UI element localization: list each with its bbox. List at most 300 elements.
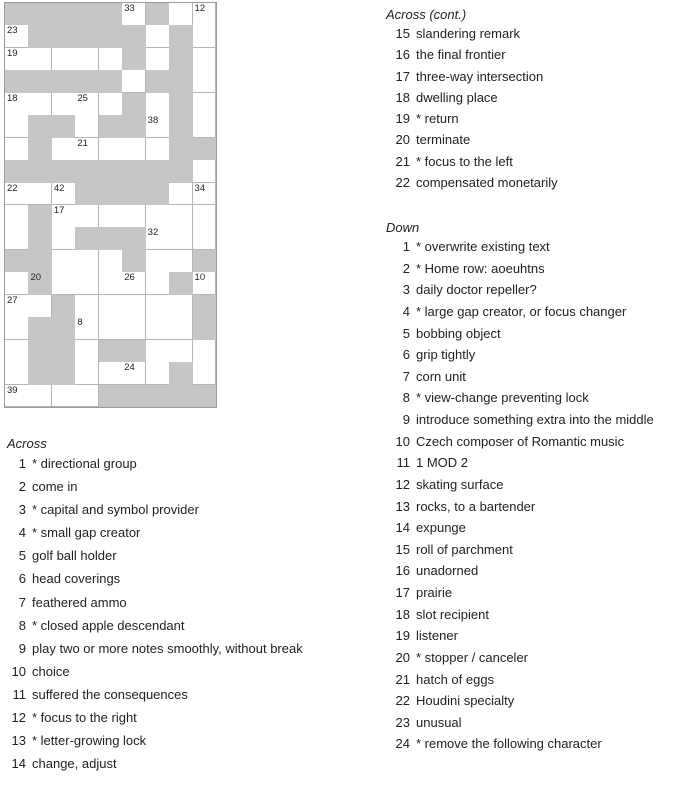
clue-text: slandering remark <box>416 26 521 41</box>
crossword-cell[interactable] <box>75 93 99 116</box>
clue-text: head coverings <box>32 571 121 587</box>
clue-text: come in <box>32 479 78 495</box>
clue-number: 1 <box>18 456 26 471</box>
clue-number: 2 <box>402 260 410 276</box>
cell-number: 24 <box>124 362 135 374</box>
clue-item[interactable] <box>386 344 654 366</box>
crossword-cell[interactable] <box>193 340 217 363</box>
across-heading: Across <box>7 436 47 451</box>
clue-item[interactable] <box>7 706 303 729</box>
block-cell <box>169 25 193 48</box>
crossword-cell[interactable] <box>193 48 217 71</box>
clue-number: 12 <box>11 710 26 726</box>
crossword-cell[interactable] <box>75 48 99 71</box>
block-cell <box>122 227 146 250</box>
block-cell <box>146 160 170 183</box>
block-cell <box>99 25 123 48</box>
clue-text: change, adjust <box>32 756 117 772</box>
clue-text: * return <box>416 111 459 127</box>
down-clue-list <box>386 220 654 755</box>
crossword-cell[interactable] <box>193 3 217 26</box>
clue-number: 4 <box>402 303 410 319</box>
cell-number: 20 <box>30 272 42 284</box>
crossword-cell[interactable] <box>52 93 76 116</box>
block-cell <box>52 340 76 363</box>
cell-number: 8 <box>77 317 83 329</box>
cell-number: 34 <box>194 182 206 194</box>
crossword-cell[interactable] <box>52 227 76 250</box>
crossword-cell[interactable] <box>75 250 99 273</box>
clue-item[interactable] <box>386 23 558 44</box>
across-clue-list <box>7 436 303 775</box>
clue-number: 5 <box>18 548 26 564</box>
block-cell <box>99 340 123 363</box>
crossword-cell[interactable] <box>169 3 193 26</box>
clue-text: Czech composer of Romantic music <box>416 433 625 449</box>
crossword-cell[interactable] <box>75 272 99 295</box>
crossword-cell[interactable] <box>193 227 217 250</box>
clue-text: play two or more notes smoothly, without break <box>32 640 303 656</box>
clue-number: 16 <box>395 563 410 579</box>
clue-text: rocks, to a bartender <box>416 498 536 514</box>
clue-number: 17 <box>395 585 410 600</box>
block-cell <box>52 295 76 318</box>
crossword-cell[interactable] <box>99 205 123 228</box>
crossword-cell[interactable] <box>5 183 29 206</box>
block-cell <box>5 160 29 183</box>
clue-number: 22 <box>395 693 410 709</box>
block-cell <box>169 70 193 93</box>
crossword-cell[interactable] <box>193 272 217 295</box>
crossword-grid <box>4 2 217 408</box>
crossword-cell[interactable] <box>99 250 123 273</box>
crossword-cell[interactable] <box>146 138 170 161</box>
clue-item[interactable] <box>386 625 654 647</box>
crossword-cell[interactable] <box>146 272 170 295</box>
crossword-cell[interactable] <box>146 25 170 48</box>
block-cell <box>146 385 170 408</box>
clue-number: 24 <box>395 736 410 752</box>
crossword-cell[interactable] <box>146 227 170 250</box>
crossword-cell[interactable] <box>5 385 29 408</box>
clue-text: * Home row: aoeuhtns <box>416 260 545 276</box>
clue-item[interactable] <box>7 475 303 498</box>
block-cell <box>99 160 123 183</box>
cell-number: 38 <box>147 115 159 127</box>
block-cell <box>146 183 170 206</box>
clue-item[interactable] <box>7 729 303 752</box>
cell-number: 18 <box>7 92 18 104</box>
clue-number: 8 <box>402 390 410 406</box>
clue-number: 1 <box>402 239 410 254</box>
crossword-cell[interactable] <box>193 115 217 138</box>
block-cell <box>122 115 146 138</box>
clue-item[interactable] <box>386 712 654 734</box>
clue-item[interactable] <box>7 683 303 706</box>
block-cell <box>169 385 193 408</box>
crossword-cell[interactable] <box>5 138 29 161</box>
crossword-cell[interactable] <box>99 295 123 318</box>
block-cell <box>146 70 170 93</box>
clue-text: unadorned <box>416 563 479 579</box>
clue-item[interactable] <box>7 614 303 637</box>
clue-item[interactable] <box>386 323 654 345</box>
clue-item[interactable] <box>386 108 558 129</box>
crossword-cell[interactable] <box>52 250 76 273</box>
block-cell <box>99 227 123 250</box>
clue-text: bobbing object <box>416 325 501 341</box>
crossword-cell[interactable] <box>52 205 76 228</box>
block-cell <box>75 70 99 93</box>
crossword-cell[interactable] <box>75 385 99 408</box>
crossword-cell[interactable] <box>122 205 146 228</box>
clue-number: 3 <box>18 502 26 518</box>
crossword-cell[interactable] <box>5 295 29 318</box>
block-cell <box>28 25 52 48</box>
crossword-cell[interactable] <box>146 93 170 116</box>
clue-item[interactable] <box>7 637 303 660</box>
clue-text: * capital and symbol provider <box>32 502 199 518</box>
block-cell <box>28 362 52 385</box>
clue-text: * remove the following character <box>416 736 602 752</box>
crossword-cell[interactable] <box>28 183 52 206</box>
cell-number: 33 <box>124 3 135 14</box>
clue-item[interactable] <box>386 301 654 323</box>
clue-item[interactable] <box>386 452 654 474</box>
clue-item[interactable] <box>386 733 654 755</box>
crossword-cell[interactable] <box>146 295 170 318</box>
block-cell <box>5 70 29 93</box>
crossword-cell[interactable] <box>5 48 29 71</box>
block-cell <box>75 227 99 250</box>
crossword-cell[interactable] <box>122 295 146 318</box>
block-cell <box>122 160 146 183</box>
clue-item[interactable] <box>386 539 654 561</box>
clue-item[interactable] <box>386 87 558 108</box>
clue-item[interactable] <box>386 44 558 65</box>
clue-item[interactable] <box>7 521 303 544</box>
clue-number: 20 <box>395 649 410 665</box>
block-cell <box>169 160 193 183</box>
crossword-cell[interactable] <box>122 272 146 295</box>
crossword-cell[interactable] <box>169 340 193 363</box>
cell-number: 27 <box>7 294 18 306</box>
clue-item[interactable] <box>386 517 654 539</box>
crossword-cell[interactable] <box>169 183 193 206</box>
clue-number: 10 <box>11 663 26 679</box>
block-cell <box>122 48 146 71</box>
block-cell <box>28 3 52 26</box>
clue-item[interactable] <box>7 567 303 590</box>
crossword-cell[interactable] <box>193 362 217 385</box>
crossword-cell[interactable] <box>193 93 217 116</box>
crossword-cell[interactable] <box>28 93 52 116</box>
clue-text: * large gap creator, or focus changer <box>416 303 627 319</box>
clue-item[interactable] <box>386 560 654 582</box>
clue-item[interactable] <box>386 431 654 453</box>
block-cell <box>28 115 52 138</box>
block-cell <box>169 138 193 161</box>
clue-number: 13 <box>11 733 26 749</box>
crossword-cell[interactable] <box>99 93 123 116</box>
clue-text: the final frontier <box>416 47 506 63</box>
clue-item[interactable] <box>386 669 654 691</box>
clue-item[interactable] <box>386 409 654 431</box>
crossword-cell[interactable] <box>52 385 76 408</box>
block-cell <box>28 250 52 273</box>
clue-text: three-way intersection <box>416 68 544 84</box>
clue-text: expunge <box>416 520 466 536</box>
block-cell <box>5 3 29 26</box>
clue-item[interactable] <box>386 604 654 626</box>
clue-text: roll of parchment <box>416 541 513 557</box>
crossword-cell[interactable] <box>75 362 99 385</box>
cell-number: 23 <box>7 25 18 37</box>
crossword-cell[interactable] <box>146 115 170 138</box>
crossword-cell[interactable] <box>5 205 29 228</box>
block-cell <box>169 362 193 385</box>
clue-item[interactable] <box>386 258 654 280</box>
clue-text: terminate <box>416 132 471 148</box>
clue-item[interactable] <box>386 366 654 388</box>
block-cell <box>146 3 170 26</box>
cell-number: 19 <box>7 47 18 59</box>
clue-number: 15 <box>395 541 410 557</box>
crossword-cell[interactable] <box>75 317 99 340</box>
cell-number: 42 <box>53 182 65 194</box>
clue-text: 1 MOD 2 <box>416 455 469 471</box>
clue-text: suffered the consequences <box>32 686 188 702</box>
crossword-cell[interactable] <box>52 48 76 71</box>
crossword-cell[interactable] <box>5 115 29 138</box>
clue-text: prairie <box>416 585 453 600</box>
crossword-cell[interactable] <box>193 70 217 93</box>
crossword-cell[interactable] <box>122 70 146 93</box>
clue-number: 16 <box>395 47 410 63</box>
clue-number: 5 <box>402 325 410 341</box>
block-cell <box>28 227 52 250</box>
clue-number: 21 <box>395 671 410 687</box>
clue-number: 14 <box>395 520 410 536</box>
crossword-cell[interactable] <box>28 48 52 71</box>
clue-text: * stopper / canceler <box>416 649 529 665</box>
crossword-cell[interactable] <box>122 362 146 385</box>
clue-item[interactable] <box>386 151 558 172</box>
clue-text: * overwrite existing text <box>416 239 550 254</box>
crossword-cell[interactable] <box>75 205 99 228</box>
crossword-cell[interactable] <box>169 295 193 318</box>
block-cell <box>122 340 146 363</box>
crossword-cell[interactable] <box>193 183 217 206</box>
clue-item[interactable] <box>386 647 654 669</box>
clue-item[interactable] <box>386 690 654 712</box>
crossword-cell[interactable] <box>52 183 76 206</box>
cell-number: 10 <box>194 272 206 284</box>
clue-text: compensated monetarily <box>416 175 558 191</box>
block-cell <box>28 160 52 183</box>
block-cell <box>193 295 217 318</box>
block-cell <box>75 3 99 26</box>
crossword-cell[interactable] <box>146 362 170 385</box>
crossword-cell[interactable] <box>75 340 99 363</box>
clue-text: * small gap creator <box>32 525 141 541</box>
crossword-cell[interactable] <box>169 205 193 228</box>
clue-item[interactable] <box>7 752 303 775</box>
clue-number: 8 <box>18 617 26 633</box>
crossword-cell[interactable] <box>28 295 52 318</box>
clue-number: 2 <box>18 479 26 495</box>
clue-number: 9 <box>18 640 26 656</box>
crossword-cell[interactable] <box>5 362 29 385</box>
block-cell <box>193 317 217 340</box>
block-cell <box>28 138 52 161</box>
block-cell <box>122 93 146 116</box>
clue-number: 21 <box>395 153 410 169</box>
crossword-cell[interactable] <box>169 317 193 340</box>
clue-item[interactable] <box>386 474 654 496</box>
block-cell <box>193 385 217 408</box>
across-cont-heading: Across (cont.) <box>386 7 467 22</box>
crossword-cell[interactable] <box>146 205 170 228</box>
clue-number: 19 <box>395 628 410 644</box>
clue-text: * focus to the right <box>32 710 137 726</box>
crossword-cell[interactable] <box>193 205 217 228</box>
block-cell <box>169 272 193 295</box>
block-cell <box>75 160 99 183</box>
clue-text: slot recipient <box>416 606 489 622</box>
clue-number: 11 <box>12 686 26 702</box>
block-cell <box>52 317 76 340</box>
clue-item[interactable] <box>386 387 654 409</box>
clue-item[interactable] <box>386 172 558 193</box>
clue-text: * focus to the left <box>416 153 513 169</box>
block-cell <box>52 115 76 138</box>
block-cell <box>52 70 76 93</box>
block-cell <box>122 25 146 48</box>
crossword-cell[interactable] <box>99 362 123 385</box>
crossword-cell[interactable] <box>5 317 29 340</box>
clue-text: * directional group <box>32 456 137 471</box>
clue-number: 20 <box>395 132 410 148</box>
cell-number: 26 <box>124 272 135 284</box>
crossword-cell[interactable] <box>146 250 170 273</box>
clue-number: 7 <box>402 368 410 384</box>
crossword-cell[interactable] <box>193 25 217 48</box>
clue-number: 23 <box>395 714 410 730</box>
block-cell <box>75 183 99 206</box>
crossword-cell[interactable] <box>5 227 29 250</box>
crossword-cell[interactable] <box>122 317 146 340</box>
crossword-cell[interactable] <box>5 272 29 295</box>
clue-item[interactable] <box>386 129 558 150</box>
clue-text: feathered ammo <box>32 594 127 610</box>
clue-item[interactable] <box>386 496 654 518</box>
block-cell <box>193 138 217 161</box>
crossword-cell[interactable] <box>52 272 76 295</box>
crossword-cell[interactable] <box>5 25 29 48</box>
clue-text: * closed apple descendant <box>32 617 185 633</box>
clue-item[interactable] <box>7 591 303 614</box>
crossword-cell[interactable] <box>146 48 170 71</box>
clue-number: 11 <box>396 455 410 471</box>
crossword-cell[interactable] <box>5 340 29 363</box>
crossword-cell[interactable] <box>169 250 193 273</box>
block-cell <box>99 385 123 408</box>
clue-number: 17 <box>395 68 410 84</box>
clue-item[interactable] <box>7 498 303 521</box>
block-cell <box>122 385 146 408</box>
block-cell <box>169 48 193 71</box>
block-cell <box>99 70 123 93</box>
clue-item[interactable] <box>386 66 558 87</box>
clue-number: 14 <box>11 756 26 772</box>
crossword-cell[interactable] <box>146 340 170 363</box>
cell-number: 21 <box>77 137 88 149</box>
clue-number: 3 <box>402 282 410 298</box>
down-heading: Down <box>386 220 420 235</box>
crossword-cell[interactable] <box>122 138 146 161</box>
clue-text: introduce something extra into the middle <box>416 412 654 427</box>
block-cell <box>99 115 123 138</box>
clue-item[interactable] <box>7 660 303 683</box>
crossword-cell[interactable] <box>75 115 99 138</box>
clue-number: 15 <box>395 26 410 41</box>
crossword-cell[interactable] <box>99 48 123 71</box>
clue-text: golf ball holder <box>32 548 117 564</box>
crossword-cell[interactable] <box>75 138 99 161</box>
clue-item[interactable] <box>386 236 654 258</box>
clue-number: 22 <box>395 175 410 191</box>
block-cell <box>52 25 76 48</box>
block-cell <box>75 25 99 48</box>
crossword-cell[interactable] <box>28 385 52 408</box>
clue-item[interactable] <box>386 279 654 301</box>
clue-text: Houdini specialty <box>416 693 515 709</box>
crossword-cell[interactable] <box>52 138 76 161</box>
crossword-cell[interactable] <box>75 295 99 318</box>
crossword-cell[interactable] <box>99 138 123 161</box>
cell-number: 25 <box>77 92 88 104</box>
clue-number: 6 <box>402 347 410 363</box>
cell-number: 32 <box>147 227 159 239</box>
crossword-cell[interactable] <box>122 3 146 26</box>
block-cell <box>52 362 76 385</box>
clue-number: 13 <box>395 498 410 514</box>
clue-text: listener <box>416 628 458 644</box>
block-cell <box>28 205 52 228</box>
clue-text: * letter-growing lock <box>32 733 147 749</box>
clue-item[interactable] <box>7 452 303 475</box>
block-cell <box>99 3 123 26</box>
crossword-cell[interactable] <box>169 227 193 250</box>
block-cell <box>122 250 146 273</box>
clue-number: 6 <box>18 571 26 587</box>
crossword-cell[interactable] <box>99 272 123 295</box>
block-cell <box>52 160 76 183</box>
crossword-cell[interactable] <box>193 160 217 183</box>
block-cell <box>28 340 52 363</box>
clue-text: skating surface <box>416 476 504 492</box>
clue-text: choice <box>32 663 70 679</box>
clue-number: 7 <box>18 594 26 610</box>
crossword-cell[interactable] <box>146 317 170 340</box>
clue-item[interactable] <box>7 544 303 567</box>
clue-item[interactable] <box>386 582 654 604</box>
block-cell <box>5 250 29 273</box>
crossword-cell[interactable] <box>5 93 29 116</box>
clue-text: grip tightly <box>416 347 476 363</box>
crossword-cell[interactable] <box>99 317 123 340</box>
